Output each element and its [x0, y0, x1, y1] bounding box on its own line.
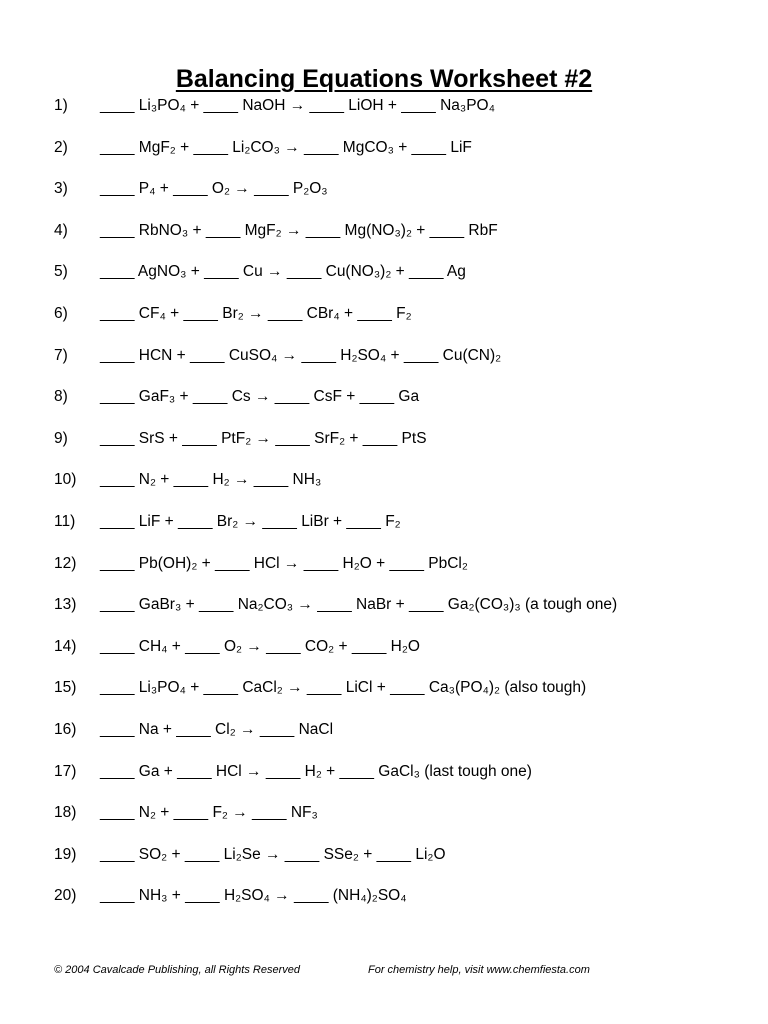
problem-equation: ____ NH₃ + ____ H₂SO₄ → ____ (NH₄)₂SO₄ [100, 887, 407, 905]
problem-row [0, 883, 768, 925]
problem-row [0, 551, 768, 593]
copyright-footer: © 2004 Cavalcade Publishing, all Rights Reserved [54, 964, 300, 976]
problem-row [0, 426, 768, 468]
problem-number: 17) [54, 762, 77, 780]
problem-number: 14) [54, 637, 77, 655]
problem-row [0, 509, 768, 551]
problem-equation: ____ HCN + ____ CuSO₄ → ____ H₂SO₄ + ____ Cu(CN)₂ [100, 346, 502, 364]
problem-equation: ____ Li₃PO₄ + ____ NaOH → ____ LiOH + ____ Na₃PO₄ [100, 97, 495, 114]
problem-row [0, 842, 768, 884]
problem-number: 7) [54, 346, 68, 364]
problem-row [0, 800, 768, 842]
problem-number: 11) [54, 512, 76, 530]
problem-number: 2) [54, 138, 68, 156]
problem-number: 10) [54, 471, 77, 489]
problem-equation: ____ GaF₃ + ____ Cs → ____ CsF + ____ Ga [100, 388, 420, 406]
problem-number: 1) [54, 97, 68, 114]
problem-row [0, 93, 768, 135]
problem-row [0, 301, 768, 343]
problem-row [0, 592, 768, 634]
problem-row [0, 759, 768, 801]
problem-row [0, 634, 768, 676]
problem-number: 13) [54, 596, 77, 614]
problem-number: 3) [54, 180, 68, 198]
help-footer: For chemistry help, visit www.chemfiesta.com [368, 964, 590, 976]
problem-equation: ____ RbNO₃ + ____ MgF₂ → ____ Mg(NO₃)₂ + ____ RbF [100, 221, 498, 239]
problem-equation: ____ SrS + ____ PtF₂ → ____ SrF₂ + ____ PtS [100, 429, 427, 447]
problem-equation: ____ SO₂ + ____ Li₂Se → ____ SSe₂ + ____ Li₂O [100, 845, 446, 863]
problem-equation: ____ CF₄ + ____ Br₂ → ____ CBr₄ + ____ F₂ [100, 304, 412, 322]
problem-row [0, 384, 768, 426]
problem-equation: ____ Na + ____ Cl₂ → ____ NaCl [100, 720, 334, 738]
problem-equation: ____ N₂ + ____ F₂ → ____ NF₃ [100, 804, 318, 822]
problem-equation: ____ Li₃PO₄ + ____ CaCl₂ → ____ LiCl + ____ Ca₃(PO₄)₂ (also tough) [100, 679, 587, 697]
problem-equation: ____ P₄ + ____ O₂ → ____ P₂O₃ [100, 180, 328, 198]
problem-equation: ____ MgF₂ + ____ Li₂CO₃ → ____ MgCO₃ + ____ LiF [100, 138, 472, 156]
problem-number: 15) [54, 679, 77, 697]
problem-number: 8) [54, 388, 68, 406]
problem-row [0, 218, 768, 260]
worksheet-title: Balancing Equations Worksheet #2 [175, 65, 593, 93]
problem-number: 6) [54, 304, 68, 322]
problem-number: 16) [54, 720, 77, 738]
problem-equation: ____ Ga + ____ HCl → ____ H₂ + ____ GaCl₃ (last tough one) [100, 762, 532, 780]
problem-equation: ____ CH₄ + ____ O₂ → ____ CO₂ + ____ H₂O [100, 637, 420, 655]
problem-row [0, 176, 768, 218]
problem-number: 19) [54, 845, 77, 863]
problem-equation: ____ AgNO₃ + ____ Cu → ____ Cu(NO₃)₂ + ____ Ag [100, 263, 466, 281]
problem-row [0, 343, 768, 385]
problem-number: 20) [54, 887, 77, 905]
problem-equation: ____ LiF + ____ Br₂ → ____ LiBr + ____ F₂ [100, 512, 401, 530]
problem-row [0, 259, 768, 301]
problem-list [0, 93, 768, 925]
problem-number: 18) [54, 804, 77, 822]
problem-number: 9) [54, 429, 68, 447]
problem-number: 4) [54, 221, 68, 239]
problem-row [0, 135, 768, 177]
problem-equation: ____ Pb(OH)₂ + ____ HCl → ____ H₂O + ____ PbCl₂ [100, 554, 468, 572]
problem-equation: ____ N₂ + ____ H₂ → ____ NH₃ [100, 471, 322, 489]
problem-equation: ____ GaBr₃ + ____ Na₂CO₃ → ____ NaBr + ____ Ga₂(CO₃)₃ (a tough one) [100, 596, 618, 614]
problem-number: 5) [54, 263, 68, 281]
problem-row [0, 675, 768, 717]
problem-number: 12) [54, 554, 77, 572]
problem-row [0, 717, 768, 759]
problem-row [0, 467, 768, 509]
